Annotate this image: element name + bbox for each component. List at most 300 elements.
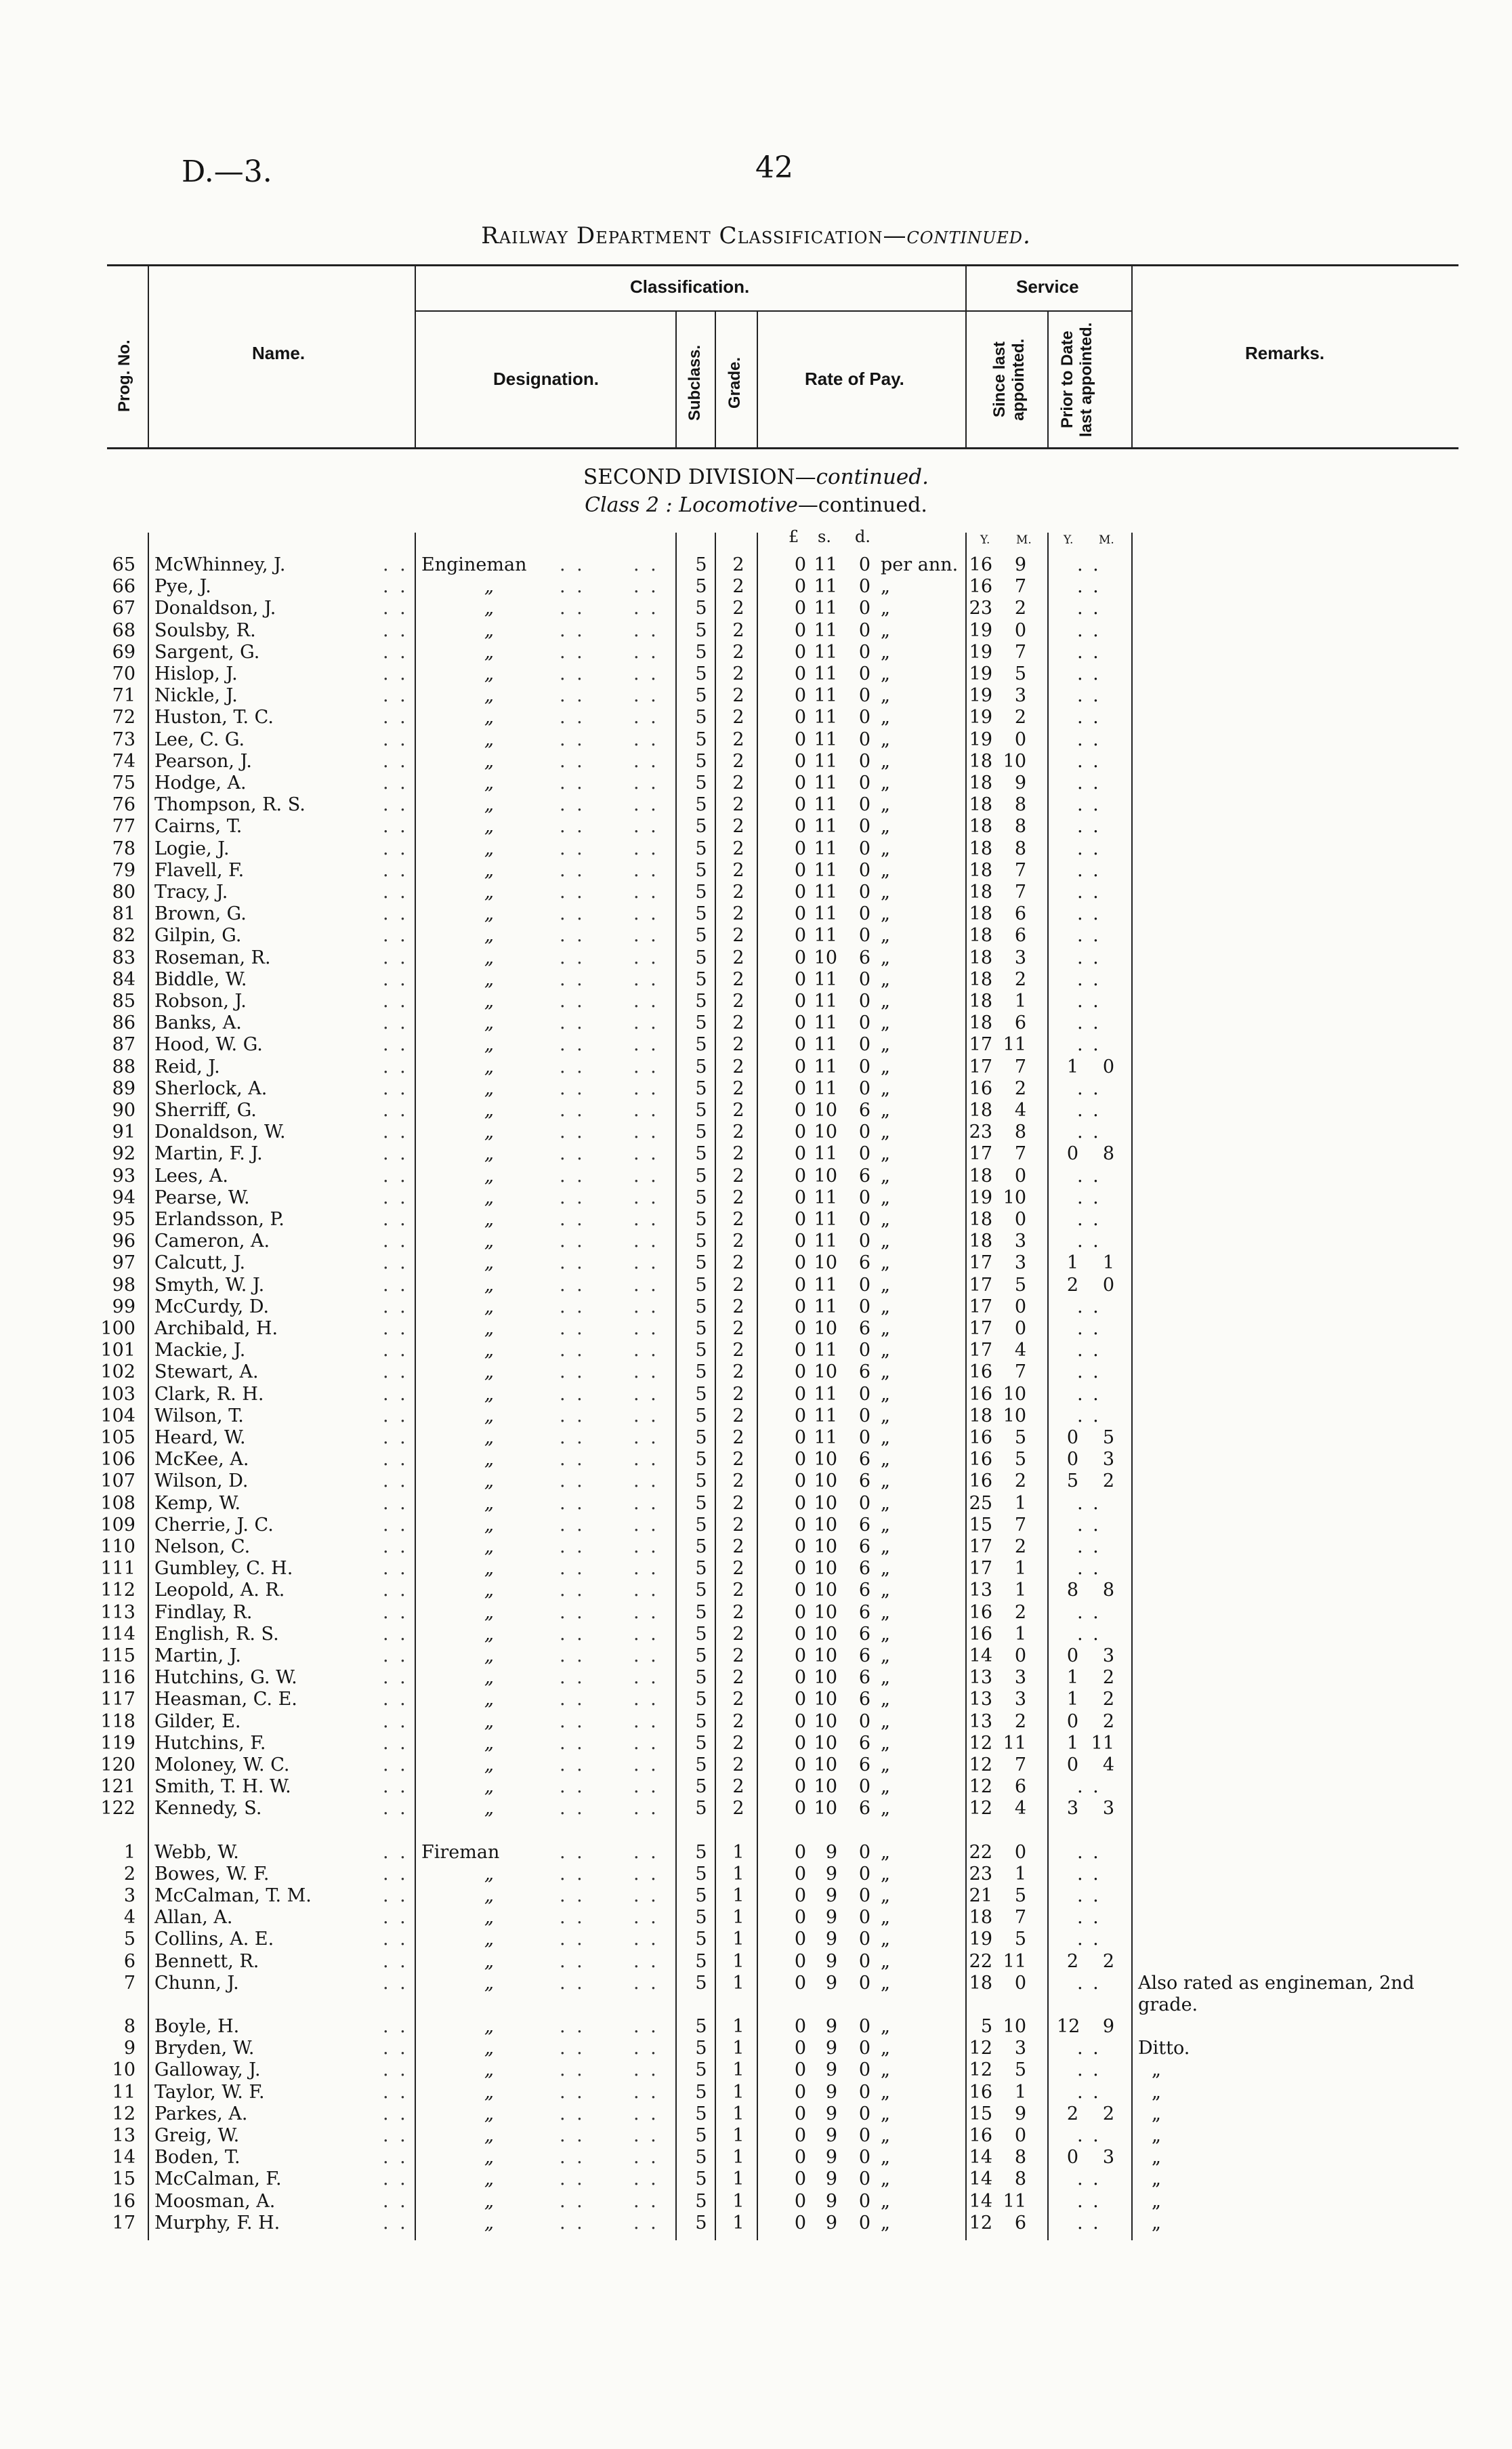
prog-no: 71: [112, 685, 135, 706]
subclass: 5: [695, 1449, 707, 1470]
pay-shillings: 9: [825, 2103, 837, 2124]
pay-pence: 0: [858, 554, 870, 575]
subclass: 5: [695, 1951, 707, 1972]
grade: 2: [732, 1231, 744, 1252]
leader-dots: . .: [560, 2016, 585, 2037]
pay-pounds: 0: [794, 816, 806, 837]
leader-dots: . .: [383, 1798, 408, 1819]
pay-pence: 0: [858, 1405, 870, 1426]
leader-dots: . .: [633, 1449, 659, 1470]
prog-no: 83: [112, 947, 135, 968]
pay-shillings: 11: [814, 794, 837, 815]
pay-pence: 0: [858, 925, 870, 946]
subclass: 5: [695, 663, 707, 684]
since-years: 18: [969, 969, 992, 990]
pay-period: „: [881, 1624, 890, 1645]
leader-dots: . .: [560, 1034, 585, 1055]
grade: 1: [732, 1973, 744, 1994]
employee-name: Greig, W.: [154, 2125, 240, 2146]
since-years: 14: [969, 1645, 992, 1666]
since-years: 18: [969, 1973, 992, 1994]
subclass: 5: [695, 1493, 707, 1514]
since-months: 11: [1003, 1733, 1026, 1754]
prog-no: 7: [123, 1973, 135, 1994]
employee-name: Webb, W.: [154, 1842, 239, 1863]
since-months: 7: [1014, 1143, 1026, 1164]
table-row: [0, 1624, 1512, 1645]
prior-months: 8: [1102, 1580, 1114, 1601]
since-years: 17: [969, 1143, 992, 1164]
employee-name: Wilson, D.: [154, 1470, 249, 1491]
since-years: 13: [969, 1580, 992, 1601]
table-row: [0, 1689, 1512, 1710]
pay-period: „: [881, 1776, 890, 1797]
prog-no: 1: [123, 1842, 135, 1863]
pay-period: „: [881, 1384, 890, 1405]
leader-dots: . .: [560, 838, 585, 859]
pay-pence: 6: [858, 1318, 870, 1339]
since-months: 3: [1014, 1231, 1026, 1252]
pay-shillings: 10: [814, 1733, 837, 1754]
leader-dots: . .: [633, 1187, 659, 1208]
remarks: „: [1152, 2191, 1161, 2212]
prior-years: 12: [1057, 2016, 1080, 2037]
pay-shillings: 9: [825, 2082, 837, 2103]
subclass: 5: [695, 2016, 707, 2037]
pay-period: „: [881, 1973, 890, 1994]
prior-empty-dots: . .: [1077, 925, 1101, 946]
subclass: 5: [695, 707, 707, 728]
pay-pounds: 0: [794, 554, 806, 575]
employee-name: Bryden, W.: [154, 2038, 255, 2059]
since-years: 17: [969, 1056, 992, 1077]
leader-dots: . .: [633, 620, 659, 641]
pay-period: „: [881, 1558, 890, 1579]
pay-shillings: 9: [825, 2038, 837, 2059]
table-row: [0, 1973, 1512, 2015]
since-months: 5: [1014, 1885, 1026, 1906]
since-months: 3: [1014, 2038, 1026, 2059]
pay-shillings: 10: [814, 1252, 837, 1273]
prog-no: 8: [123, 2016, 135, 2037]
since-years: 15: [969, 2103, 992, 2124]
prior-empty-dots: . .: [1077, 1907, 1101, 1928]
designation: „: [484, 685, 494, 706]
pay-pence: 0: [858, 1427, 870, 1448]
prior-empty-dots: . .: [1077, 685, 1101, 706]
pay-period: „: [881, 1733, 890, 1754]
pay-pence: 0: [858, 2059, 870, 2080]
prior-months: 0: [1102, 1056, 1114, 1077]
grade: 2: [732, 554, 744, 575]
employee-name: Roseman, R.: [154, 947, 271, 968]
prog-no: 13: [112, 2125, 135, 2146]
pay-pounds: 0: [794, 1318, 806, 1339]
designation: „: [484, 1296, 494, 1317]
pay-period: „: [881, 1907, 890, 1928]
employee-name: Hutchins, G. W.: [154, 1667, 297, 1688]
employee-name: Murphy, F. H.: [154, 2213, 280, 2234]
prior-months: 9: [1102, 2016, 1114, 2037]
leader-dots: . .: [560, 2147, 585, 2168]
since-months: 0: [1014, 729, 1026, 750]
prior-empty-dots: . .: [1077, 860, 1101, 881]
table-row: [0, 773, 1512, 794]
pay-pounds: 0: [794, 882, 806, 903]
subclass: 5: [695, 1973, 707, 1994]
leader-dots: . .: [560, 1973, 585, 1994]
subclass: 5: [695, 1864, 707, 1885]
subclass: 5: [695, 1187, 707, 1208]
designation: „: [484, 2213, 494, 2234]
table-row: [0, 2168, 1512, 2190]
pay-pence: 6: [858, 1645, 870, 1666]
pay-period: „: [881, 1645, 890, 1666]
leader-dots: . .: [633, 2125, 659, 2146]
leader-dots: . .: [633, 554, 659, 575]
designation: „: [484, 751, 494, 772]
pay-shillings: 9: [825, 2191, 837, 2212]
since-years: 15: [969, 1515, 992, 1536]
grade: 2: [732, 1733, 744, 1754]
leader-dots: . .: [633, 1842, 659, 1863]
leader-dots: . .: [560, 1645, 585, 1666]
employee-name: Reid, J.: [154, 1056, 220, 1077]
since-years: 14: [969, 2168, 992, 2189]
pay-shillings: 11: [814, 1275, 837, 1296]
pay-shillings: 10: [814, 1318, 837, 1339]
pay-shillings: 11: [814, 838, 837, 859]
pay-pounds: 0: [794, 751, 806, 772]
since-years: 17: [969, 1296, 992, 1317]
table-row: [0, 2082, 1512, 2103]
col-subclass: Subclass.: [686, 344, 704, 421]
designation: „: [484, 1121, 494, 1143]
employee-name: Chunn, J.: [154, 1973, 239, 1994]
since-years: 17: [969, 1034, 992, 1055]
pay-pence: 6: [858, 1798, 870, 1819]
since-months: 0: [1014, 1973, 1026, 1994]
leader-dots: . .: [560, 1056, 585, 1077]
grade: 2: [732, 1361, 744, 1382]
designation: „: [484, 816, 494, 837]
since-months: 6: [1014, 1776, 1026, 1797]
subclass: 5: [695, 2059, 707, 2080]
pay-pence: 6: [858, 1536, 870, 1557]
leader-dots: . .: [560, 2213, 585, 2234]
subclass: 5: [695, 1515, 707, 1536]
leader-dots: . .: [383, 1100, 408, 1121]
prog-no: 91: [112, 1121, 135, 1143]
prog-no: 72: [112, 707, 135, 728]
leader-dots: . .: [633, 1034, 659, 1055]
leader-dots: . .: [560, 642, 585, 663]
pay-pounds: 0: [794, 1558, 806, 1579]
pay-pounds: 0: [794, 2213, 806, 2234]
pay-pence: 0: [858, 2168, 870, 2189]
pay-pounds: 0: [794, 2016, 806, 2037]
prior-empty-dots: . .: [1077, 642, 1101, 663]
grade: 2: [732, 576, 744, 597]
leader-dots: . .: [560, 1733, 585, 1754]
subclass: 5: [695, 598, 707, 619]
leader-dots: . .: [383, 642, 408, 663]
pay-period: „: [881, 1231, 890, 1252]
since-years: 17: [969, 1252, 992, 1273]
leader-dots: . .: [560, 1842, 585, 1863]
grade: 2: [732, 1470, 744, 1491]
pay-period: „: [881, 620, 890, 641]
since-months: 10: [1003, 2016, 1026, 2037]
leader-dots: . .: [560, 707, 585, 728]
employee-name: Hutchins, F.: [154, 1733, 266, 1754]
employee-name: Cairns, T.: [154, 816, 243, 837]
since-years: 19: [969, 1929, 992, 1950]
subclass: 5: [695, 860, 707, 881]
subclass: 5: [695, 1384, 707, 1405]
table-row: [0, 816, 1512, 838]
leader-dots: . .: [383, 1470, 408, 1491]
grade: 2: [732, 1187, 744, 1208]
leader-dots: . .: [633, 2191, 659, 2212]
pay-period: „: [881, 1493, 890, 1514]
table-row: [0, 663, 1512, 685]
leader-dots: . .: [633, 1602, 659, 1623]
pay-shillings: 10: [814, 1711, 837, 1732]
leader-dots: . .: [383, 1166, 408, 1187]
pay-pounds: 0: [794, 903, 806, 924]
leader-dots: . .: [383, 1209, 408, 1230]
prog-no: 79: [112, 860, 135, 881]
pay-pounds: 0: [794, 1907, 806, 1928]
prior-empty-dots: . .: [1077, 598, 1101, 619]
prog-no: 92: [112, 1143, 135, 1164]
subclass: 5: [695, 1121, 707, 1143]
leader-dots: . .: [560, 1689, 585, 1710]
pay-shillings: 11: [814, 1231, 837, 1252]
since-years: 16: [969, 1361, 992, 1382]
pay-period: „: [881, 1711, 890, 1732]
pay-pence: 0: [858, 794, 870, 815]
since-months: 7: [1014, 642, 1026, 663]
leader-dots: . .: [560, 1296, 585, 1317]
leader-dots: . .: [633, 598, 659, 619]
grade: 1: [732, 2191, 744, 2212]
prior-years: 0: [1066, 2147, 1078, 2168]
employee-name: Heard, W.: [154, 1427, 246, 1448]
table-row: [0, 2059, 1512, 2081]
grade: 2: [732, 1121, 744, 1143]
pay-shillings: 11: [814, 816, 837, 837]
employee-name: Donaldson, W.: [154, 1121, 286, 1143]
prior-months: 11: [1091, 1733, 1114, 1754]
since-years: 18: [969, 838, 992, 859]
pay-pence: 0: [858, 576, 870, 597]
since-years: 16: [969, 1384, 992, 1405]
leader-dots: . .: [383, 1078, 408, 1099]
pay-pounds: 0: [794, 1078, 806, 1099]
subclass: 5: [695, 576, 707, 597]
col-rate-of-pay: Rate of Pay.: [805, 369, 904, 389]
subclass: 5: [695, 1470, 707, 1491]
prog-no: 86: [112, 1012, 135, 1033]
since-months: 6: [1014, 1012, 1026, 1033]
pay-shillings: 11: [814, 642, 837, 663]
leader-dots: . .: [560, 620, 585, 641]
prior-empty-dots: . .: [1077, 1842, 1101, 1863]
since-years: 18: [969, 751, 992, 772]
pay-pence: 6: [858, 1689, 870, 1710]
subclass: 5: [695, 773, 707, 794]
pay-period: „: [881, 903, 890, 924]
pay-shillings: 11: [814, 991, 837, 1012]
since-years: 18: [969, 1231, 992, 1252]
subclass: 5: [695, 1318, 707, 1339]
grade: 2: [732, 1209, 744, 1230]
table-row: [0, 2103, 1512, 2125]
leader-dots: . .: [560, 882, 585, 903]
since-months: 2: [1014, 598, 1026, 619]
designation: „: [484, 1689, 494, 1710]
leader-dots: . .: [633, 1776, 659, 1797]
pay-pounds: 0: [794, 729, 806, 750]
subclass: 5: [695, 1252, 707, 1273]
designation: „: [484, 1231, 494, 1252]
class-title: Class 2 : Locomotive—continued.: [585, 493, 927, 517]
designation: „: [484, 2016, 494, 2037]
subclass: 5: [695, 1624, 707, 1645]
since-years: 18: [969, 816, 992, 837]
leader-dots: . .: [560, 598, 585, 619]
pay-pounds: 0: [794, 1493, 806, 1514]
since-months: 5: [1014, 663, 1026, 684]
employee-name: Huston, T. C.: [154, 707, 274, 728]
vline-rate: [757, 310, 758, 449]
prior-months: 2: [1102, 1711, 1114, 1732]
pay-period: „: [881, 816, 890, 837]
designation: „: [484, 576, 494, 597]
since-months: 1: [1014, 1493, 1026, 1514]
designation: „: [484, 729, 494, 750]
table-row: [0, 1427, 1512, 1449]
since-years: 21: [969, 1885, 992, 1906]
leader-dots: . .: [383, 1143, 408, 1164]
pay-pence: 6: [858, 1733, 870, 1754]
leader-dots: . .: [560, 1602, 585, 1623]
pay-shillings: 10: [814, 1166, 837, 1187]
leader-dots: . .: [383, 1951, 408, 1972]
pay-period: „: [881, 1689, 890, 1710]
pay-pence: 6: [858, 1754, 870, 1775]
pay-period: „: [881, 1361, 890, 1382]
pay-shillings: 11: [814, 1405, 837, 1426]
table-row: [0, 1711, 1512, 1733]
leader-dots: . .: [633, 2082, 659, 2103]
leader-dots: . .: [633, 1296, 659, 1317]
pay-period: „: [881, 598, 890, 619]
employee-name: Thompson, R. S.: [154, 794, 306, 815]
pay-shillings: 11: [814, 554, 837, 575]
since-years: 18: [969, 882, 992, 903]
leader-dots: . .: [560, 1470, 585, 1491]
designation: „: [484, 1252, 494, 1273]
pay-pence: 0: [858, 1012, 870, 1033]
prog-no: 4: [123, 1907, 135, 1928]
since-months: 0: [1014, 1296, 1026, 1317]
leader-dots: . .: [560, 1318, 585, 1339]
remarks: Also rated as engineman, 2nd grade.: [1138, 1973, 1414, 2015]
grade: 2: [732, 1100, 744, 1121]
prog-no: 3: [123, 1885, 135, 1906]
designation: „: [484, 1536, 494, 1557]
table-row: [0, 1296, 1512, 1318]
prog-no: 81: [112, 903, 135, 924]
since-months: 11: [1003, 2191, 1026, 2212]
pay-period: „: [881, 2038, 890, 2059]
since-years: 17: [969, 1536, 992, 1557]
since-years: 16: [969, 1078, 992, 1099]
prior-years: 0: [1066, 1754, 1078, 1775]
grade: 2: [732, 1384, 744, 1405]
employee-name: Heasman, C. E.: [154, 1689, 297, 1710]
pay-pounds: 0: [794, 663, 806, 684]
designation: „: [484, 1493, 494, 1514]
employee-name: Lees, A.: [154, 1166, 228, 1187]
pay-period: „: [881, 882, 890, 903]
grade: 2: [732, 1493, 744, 1514]
subclass: 5: [695, 685, 707, 706]
since-years: 17: [969, 1275, 992, 1296]
since-months: 3: [1014, 1689, 1026, 1710]
leader-dots: . .: [633, 642, 659, 663]
designation: „: [484, 860, 494, 881]
leader-dots: . .: [633, 1864, 659, 1885]
pay-pence: 6: [858, 1602, 870, 1623]
leader-dots: . .: [383, 947, 408, 968]
leader-dots: . .: [383, 1275, 408, 1296]
pay-pounds: 0: [794, 860, 806, 881]
unit-years-prior: Y.: [1064, 533, 1074, 547]
prior-months: 4: [1102, 1754, 1114, 1775]
designation: „: [484, 598, 494, 619]
subclass: 5: [695, 1340, 707, 1361]
leader-dots: . .: [383, 969, 408, 990]
leader-dots: . .: [633, 838, 659, 859]
leader-dots: . .: [633, 903, 659, 924]
grade: 2: [732, 1754, 744, 1775]
leader-dots: . .: [633, 1209, 659, 1230]
subclass: 5: [695, 1361, 707, 1382]
subclass: 5: [695, 1056, 707, 1077]
leader-dots: . .: [383, 1842, 408, 1863]
col-since-last: Since last appointed.: [990, 338, 1028, 421]
prog-no: 90: [112, 1100, 135, 1121]
pay-pence: 6: [858, 1100, 870, 1121]
grade: 2: [732, 1166, 744, 1187]
pay-period: „: [881, 1470, 890, 1491]
prior-years: 1: [1066, 1733, 1078, 1754]
prog-no: 103: [100, 1384, 135, 1405]
pay-pounds: 0: [794, 773, 806, 794]
employee-name: Flavell, F.: [154, 860, 245, 881]
pay-pounds: 0: [794, 2125, 806, 2146]
leader-dots: . .: [560, 1449, 585, 1470]
since-years: 12: [969, 2038, 992, 2059]
prior-empty-dots: . .: [1077, 554, 1101, 575]
pay-pence: 0: [858, 2103, 870, 2124]
pay-shillings: 11: [814, 1340, 837, 1361]
col-remarks: Remarks.: [1245, 343, 1325, 363]
